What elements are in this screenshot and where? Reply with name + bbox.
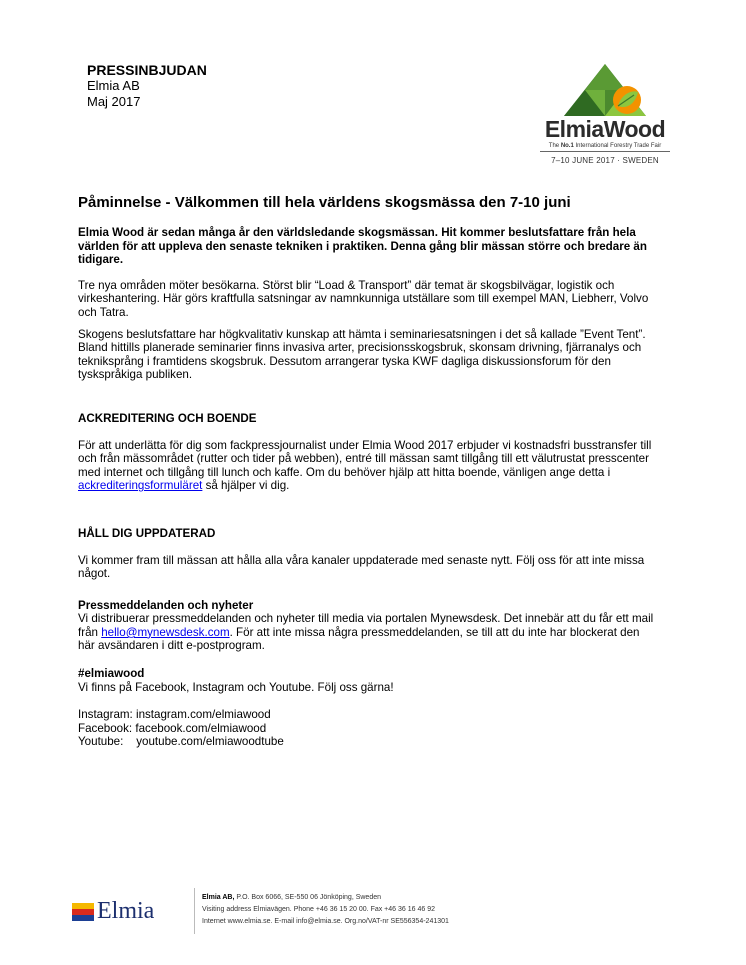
- footer-divider: [194, 888, 195, 934]
- document-type: PRESSINBJUDAN: [87, 62, 207, 78]
- company-name: Elmia AB: [87, 78, 140, 93]
- footer-line-2: Visiting address Elmiavägen. Phone +46 36 15 20 00. Fax +46 36 16 46 92: [202, 906, 435, 913]
- header-block: [87, 62, 207, 110]
- accreditation-form-link[interactable]: ackrediteringsformuläret: [78, 479, 203, 493]
- article-lead: Elmia Wood är sedan många år den världsledande skogsmässan. Hit kommer beslutsfattare från hela världen för att uppleva den senaste tekniken i praktiken. Denna gång blir mässan större och bredare än tidigare.: [78, 226, 647, 267]
- hashtag-paragraph: Vi finns på Facebook, Instagram och Youtube. Följ oss gärna!: [78, 680, 394, 694]
- updates-paragraph: Vi kommer fram till mässan att hålla alla våra kanaler uppdaterade med senaste nytt. Följ oss för att inte missa något.: [78, 553, 645, 581]
- mynewsdesk-email-link[interactable]: hello@mynewsdesk.com: [101, 625, 230, 639]
- elmia-flag-icon: [72, 903, 94, 921]
- tagline-no1: No.1: [560, 143, 574, 149]
- facebook-line: Facebook: facebook.com/elmiawood: [78, 721, 267, 735]
- footer-logo-wordmark: Elmia: [97, 898, 155, 924]
- press-releases-paragraph: [78, 612, 658, 653]
- footer-line-3: Internet www.elmia.se. E-mail info@elmia.se. Org.no/VAT-nr SE556354-241301: [202, 918, 449, 925]
- accreditation-text-before: För att underlätta för dig som fackpressjournalist under Elmia Wood 2017 erbjuder vi kostnadsfri busstransfer till och från mässområdet (rutter och tider på webben), entré till mässan samt tillgång till ett välutrustat presscenter med internet och tillgång till lunch och kaffe. Om du behöver hjälp att hitta boende, vänligen ange detta i: [78, 438, 652, 479]
- press-text-before: Vi distribuerar pressmeddelanden och nyheter till media via portalen Mynewsdesk. Det innebär att du får ett mail från: [78, 612, 654, 639]
- footer-contact: [202, 892, 449, 928]
- article-body: [78, 194, 658, 749]
- accreditation-text-after: så hjälper vi dig.: [202, 479, 290, 493]
- instagram-line: Instagram: instagram.com/elmiawood: [78, 708, 271, 722]
- accreditation-paragraph: [78, 439, 658, 493]
- press-text-after: . För att inte missa några pressmeddelanden, se till att du inte har blockerat den här avsändaren i ditt e-postprogram.: [78, 625, 640, 653]
- tree-triangle-icon: [560, 62, 650, 118]
- footer-company: Elmia AB,: [202, 894, 235, 901]
- footer-line-1: [202, 892, 449, 904]
- logo-dates: 7–10 JUNE 2017 · SWEDEN: [551, 156, 659, 165]
- section-heading-updates: HÅLL DIG UPPDATERAD: [78, 526, 216, 540]
- footer-address: P.O. Box 6066, SE-550 06 Jönköping, Sweden: [234, 894, 382, 901]
- elmia-wood-logo: [538, 62, 672, 165]
- elmia-footer-logo: [72, 900, 182, 924]
- press-releases-heading: Pressmeddelanden och nyheter: [78, 598, 254, 612]
- tagline-prefix: The: [548, 143, 561, 149]
- document-date: Maj 2017: [87, 94, 141, 109]
- hashtag-heading: #elmiawood: [78, 667, 145, 681]
- youtube-line: Youtube: youtube.com/elmiawoodtube: [78, 735, 284, 749]
- logo-divider: [540, 151, 670, 152]
- tagline-rest: International Forestry Trade Fair: [573, 143, 662, 149]
- logo-tagline: [538, 143, 672, 149]
- logo-wordmark: ElmiaWood: [544, 116, 666, 142]
- paragraph-1: Tre nya områden möter besökarna. Störst blir “Load & Transport” där temat är skogsbilvägar, logistik och virkeshantering. Här görs kraftfulla satsningar av namnkunniga utställare som till exempel MAN, Liebherr, Volvo och Tatra.: [78, 278, 649, 319]
- section-heading-accreditation: ACKREDITERING OCH BOENDE: [78, 411, 257, 425]
- paragraph-2: Skogens beslutsfattare har högkvalitativ kunskap att hämta i seminariesatsningen i det så kallade ”Event Tent”. Bland hittills planerade seminarier finns invasiva arter, precisionsskogsbruk, skonsam drivning, fjärranalys och tekniksprång i framtidens skogsbruk. Dessutom arrangerar tyska KWF dagliga diskussionsforum för den tyskspråkiga publiken.: [78, 327, 646, 382]
- article-title: Påminnelse - Välkommen till hela världens skogsmässa den 7-10 juni: [78, 194, 571, 211]
- social-links: [78, 708, 658, 749]
